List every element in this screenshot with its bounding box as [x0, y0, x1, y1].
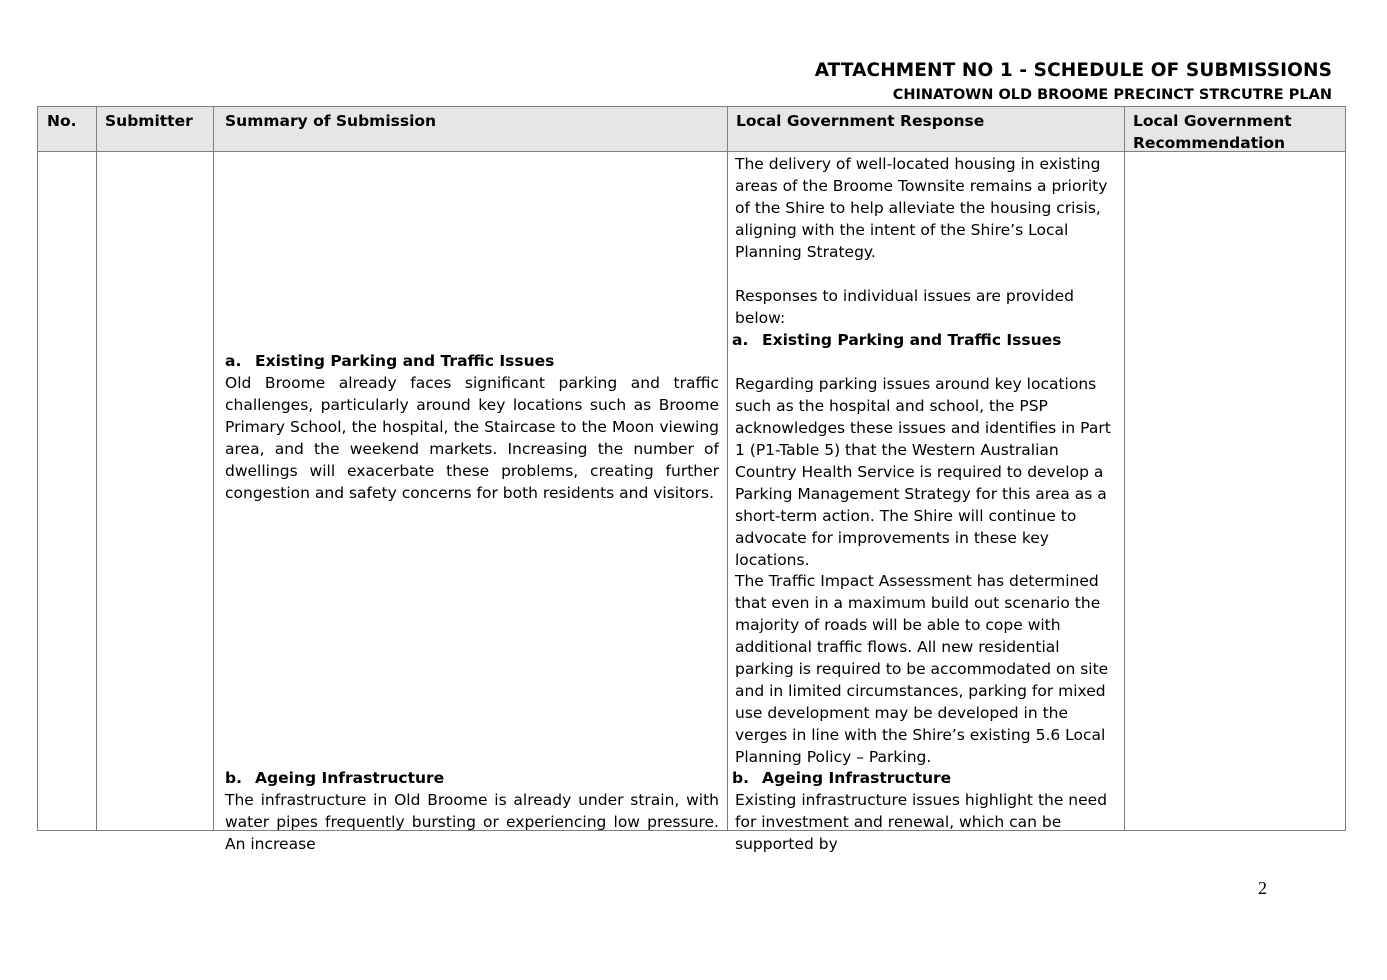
header-no: No.	[47, 112, 77, 130]
response-a-para-2: The Traffic Impact Assessment has determined that even in a maximum build out scenario the majority of roads will be able to cope with additional traffic flows. All new residential parking is required to be accommodated on site and in limited circumstances, parking for mixed use development may be developed in the verges in line with the Shire’s existing 5.6 Local Planning Policy – Parking.	[735, 572, 1109, 766]
response-intro: The delivery of well-located housing in existing areas of the Broome Townsite remains a priority of the Shire to help alleviate the housing crisis, aligning with the intent of the Shire’s Local Planning Strategy.	[735, 155, 1108, 261]
response-b-heading: b. Ageing Infrastructure	[732, 769, 952, 787]
submissions-table	[37, 106, 1346, 853]
response-b-text: Existing infrastructure issues highlight the need for investment and renewal, which can be supported by	[735, 791, 1108, 853]
column-divider	[96, 107, 97, 830]
summary-a-text: Old Broome already faces significant parking and traffic challenges, particularly around key locations such as Broome Primary School, the hospital, the Staircase to the Moon viewing area, and the weekend markets. Increasing the number of dwellings will exacerbate these problems, creating further congestion and safety concerns for both residents and visitors.	[225, 374, 719, 502]
summary-issue-b	[225, 767, 719, 855]
page-number: 2	[1258, 878, 1267, 898]
column-divider	[1124, 107, 1125, 830]
header-submitter: Submitter	[105, 112, 193, 130]
response-intro-2: Responses to individual issues are provided below:	[735, 287, 1074, 327]
summary-issue-a	[225, 350, 719, 504]
header-response: Local Government Response	[736, 112, 985, 130]
column-divider	[213, 107, 214, 830]
header-summary: Summary of Submission	[225, 112, 437, 130]
summary-a-heading: a. Existing Parking and Traffic Issues	[225, 352, 555, 370]
summary-b-text: The infrastructure in Old Broome is already under strain, with water pipes frequently bursting or experiencing low pressure. An increase	[225, 791, 719, 853]
header-recommendation: Local Government Recommendation	[1133, 112, 1292, 152]
document-subtitle: CHINATOWN OLD BROOME PRECINCT STRCUTRE PLAN	[892, 87, 1332, 103]
column-divider	[727, 107, 728, 830]
summary-b-heading: b. Ageing Infrastructure	[225, 769, 445, 787]
response-a-heading: a. Existing Parking and Traffic Issues	[732, 331, 1062, 349]
document-title: ATTACHMENT NO 1 - SCHEDULE OF SUBMISSIONS	[814, 60, 1332, 81]
response-a-para-1: Regarding parking issues around key locations such as the hospital and school, the PSP acknowledges these issues and identifies in Part 1 (P1-Table 5) that the Western Australian Country Health Service is required to develop a Parking Management Strategy for this area as a short-term action. The Shire will continue to advocate for improvements in these key locations.	[735, 375, 1111, 569]
